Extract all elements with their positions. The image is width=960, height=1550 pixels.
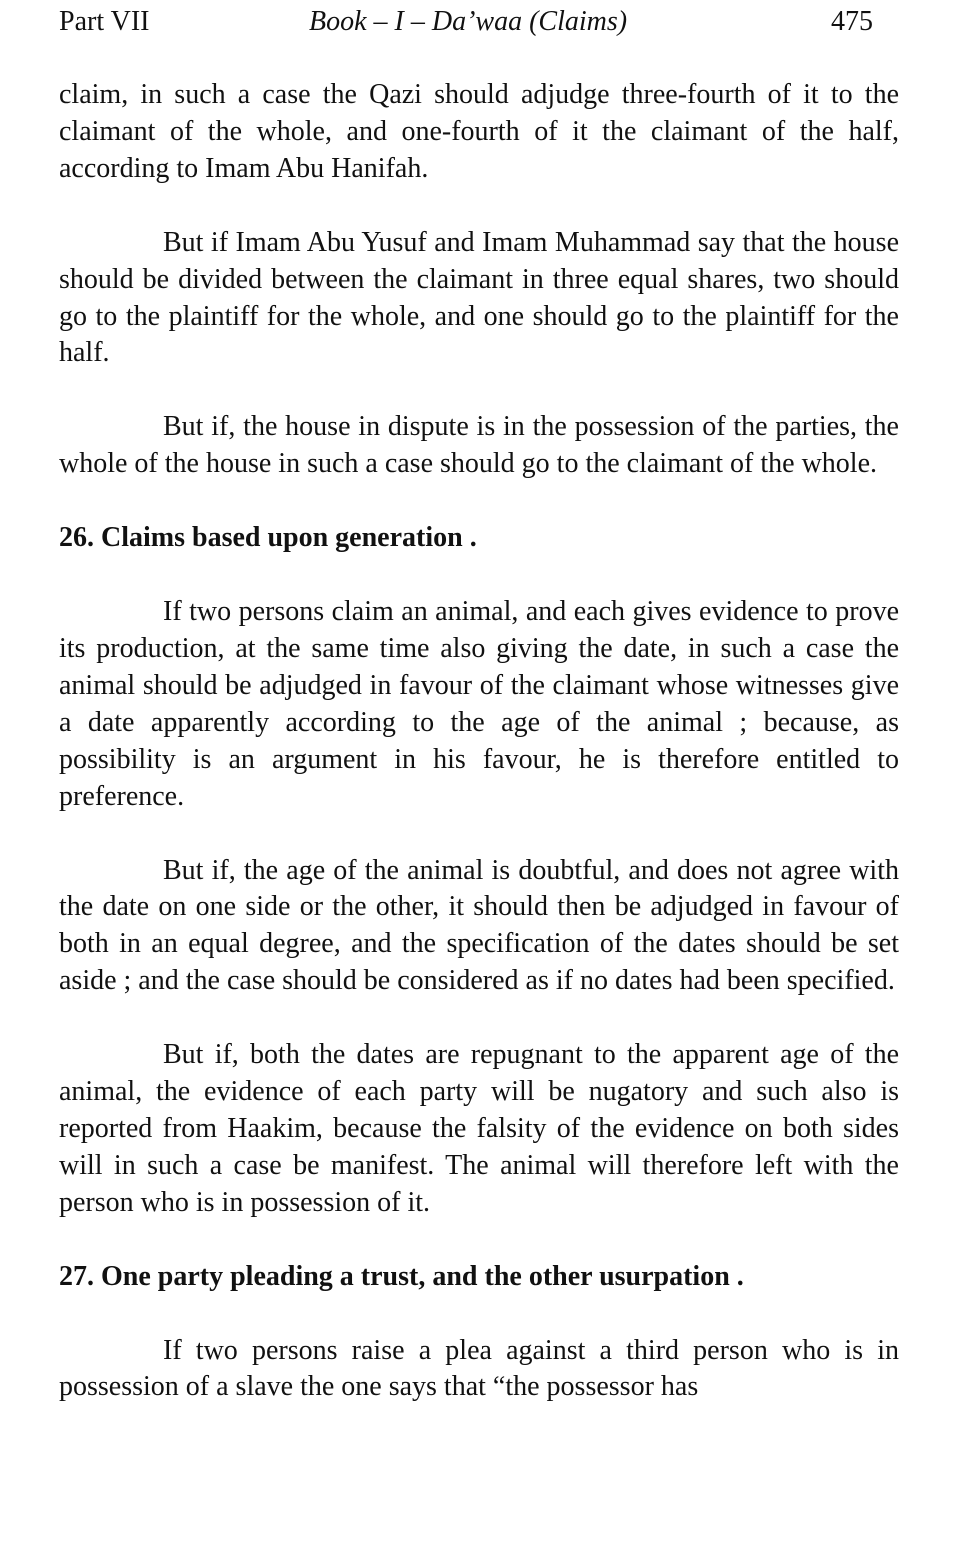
running-header: [59, 4, 899, 40]
body-text: [59, 77, 899, 1406]
paragraph: But if, both the dates are repugnant to the apparent age of the animal, the evidence of each party will be nugatory and such also is reported from Haakim, because the falsity of the evidence on both sides will in such a case be manifest. The animal will therefore left with the person who is in possession of it.: [59, 1039, 899, 1218]
paragraph: But if, the house in dispute is in the possession of the parties, the whole of the house in such a case should go to the claimant of the whole.: [59, 411, 899, 480]
paragraph: But if, the age of the animal is doubtful, and does not agree with the date on one side or the other, it should then be adjudged in favour of both in an equal degree, and the specification of the dates should be set aside ; and the case should be considered as if no dates had been specified.: [59, 854, 899, 997]
section-heading-27: 27. One party pleading a trust, and the other usurpation .: [59, 1260, 744, 1292]
paragraph: If two persons raise a plea against a third person who is in possession of a slave the one says that “the possessor has: [59, 1334, 899, 1403]
page-number: 475: [831, 6, 873, 37]
book-title: Book – I – Da’waa (Claims): [309, 6, 628, 37]
section-heading-26: 26. Claims based upon generation .: [59, 522, 477, 554]
paragraph: If two persons claim an animal, and each gives evidence to prove its production, at the same time also giving the date, in such a case the animal should be adjudged in favour of the claimant whose witnesses give a date apparently according to the age of the animal ; because, as possibility is an argument in his favour, he is therefore entitled to preference.: [59, 596, 899, 812]
paragraph: But if Imam Abu Yusuf and Imam Muhammad say that the house should be divided between the claimant in three equal shares, two should go to the plaintiff for the whole, and one should go to the plaintiff for the half.: [59, 226, 899, 369]
part-label: Part VII: [59, 6, 150, 37]
paragraph: claim, in such a case the Qazi should adjudge three-fourth of it to the claimant of the whole, and one-fourth of it the claimant of the half, according to Imam Abu Hanifah.: [59, 79, 899, 184]
